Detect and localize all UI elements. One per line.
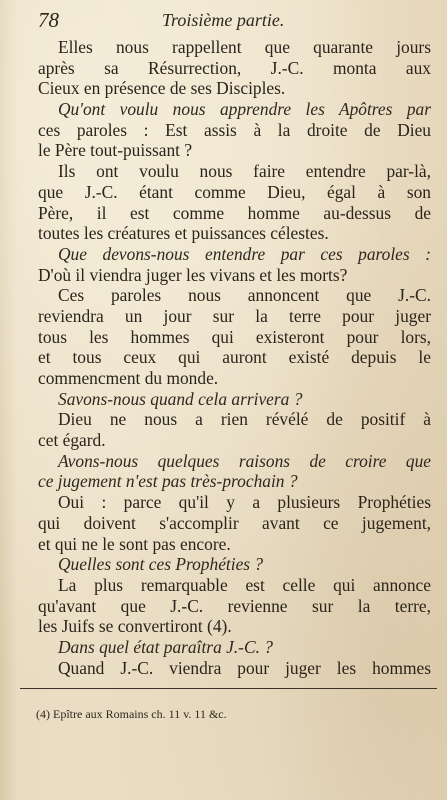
answer-line: ces paroles : Est assis à la droite de Dieu [38, 119, 431, 140]
answer-line: qui doivent s'accomplir avant ce jugement, [38, 512, 431, 533]
running-head: Troisième partie. [162, 10, 285, 30]
page-header [38, 8, 431, 34]
answer-line: cet égard. [38, 430, 106, 451]
question-line: Que devons-nous entendre par ces paroles : [58, 243, 431, 264]
answer-line: et tous ceux qui auront existé depuis le [38, 347, 431, 368]
question-line: Savons-nous quand cela arrivera ? [58, 388, 303, 409]
answer-line: reviendra un jour sur la terre pour juger [38, 305, 431, 326]
answer-line: le Père tout-puissant ? [38, 140, 193, 161]
answer-line: La plus remarquable est celle qui annonce [58, 574, 431, 595]
footnote-rule [20, 688, 437, 689]
page-number: 78 [38, 8, 59, 32]
answer-line: qu'avant que J.-C. revienne sur la terre, [38, 595, 431, 616]
footnote: (4) Epître aux Romains ch. 11 v. 11 &c. [36, 707, 227, 721]
answer-line: Ces paroles nous annoncent que J.-C. [58, 285, 431, 306]
question-line: Quelles sont ces Prophéties ? [58, 554, 264, 575]
answer-line: Cieux en présence de ses Disciples. [38, 78, 286, 99]
answer-line: et qui ne le sont pas encore. [38, 533, 231, 554]
answer-line: après sa Résurrection, J.-C. monta aux [38, 57, 431, 78]
answer-line: les Juifs se convertiront (4). [38, 616, 232, 637]
answer-line: D'où il viendra juger les vivans et les morts? [38, 264, 348, 285]
answer-line: Oui : parce qu'il y a plusieurs Prophéties [58, 492, 431, 513]
answer-line: Elles nous rappellent que quarante jours [58, 37, 431, 57]
answer-line: Ils ont voulu nous faire entendre par-là, [58, 161, 431, 182]
question-line: Avons-nous quelques raisons de croire que [58, 450, 431, 471]
answer-line: Quand J.-C. viendra pour juger les hommes [58, 657, 431, 678]
answer-line: toutes les créatures et puissances célestes. [38, 223, 329, 244]
answer-line: commencment du monde. [38, 368, 219, 388]
question-line: ce jugement n'est pas très-prochain ? [38, 471, 298, 492]
question-line: Qu'ont voulu nous apprendre les Apôtres par [58, 99, 431, 120]
question-line: Dans quel état paraîtra J.-C. ? [58, 636, 273, 657]
answer-line: tous les hommes qui existeront pour lors, [38, 326, 431, 347]
answer-line: Père, il est comme homme au-dessus de [38, 202, 431, 223]
body-text [38, 37, 431, 678]
answer-line: Dieu ne nous a rien révélé de positif à [58, 409, 431, 430]
answer-line: que J.-C. étant comme Dieu, égal à son [38, 181, 431, 202]
